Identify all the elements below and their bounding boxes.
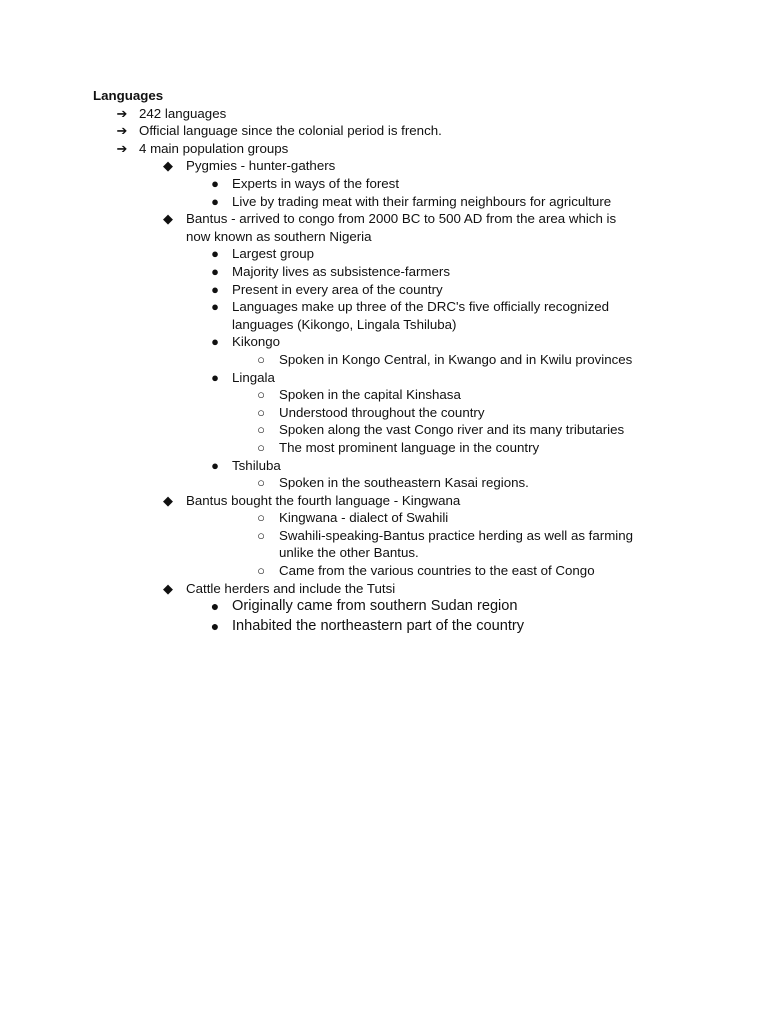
- circle-bullet-icon: ○: [257, 510, 265, 526]
- list-item-text: Official language since the colonial period is french.: [139, 123, 442, 139]
- diamond-bullet-icon: ◆: [163, 492, 173, 508]
- circle-bullet-icon: ○: [257, 351, 265, 367]
- list-item-text: Swahili-speaking-Bantus practice herding as well as farming: [279, 527, 634, 543]
- circle-bullet-icon: ○: [257, 527, 265, 543]
- list-item-text: Present in every area of the country: [232, 281, 443, 297]
- disc-bullet-icon: ●: [211, 281, 219, 297]
- list-item: [0, 122, 768, 140]
- disc-bullet-icon: ●: [211, 299, 219, 315]
- list-item-text: languages (Kikongo, Lingala Tshiluba): [232, 316, 457, 332]
- list-item: [0, 617, 768, 637]
- list-item-text: Understood throughout the country: [279, 404, 485, 420]
- list-item-text: Spoken in Kongo Central, in Kwango and in Kwilu provinces: [279, 351, 633, 367]
- list-item-text: Cattle herders and include the Tutsi: [186, 580, 396, 596]
- list-item: [0, 492, 768, 510]
- disc-bullet-icon: ●: [211, 175, 219, 191]
- list-item: [0, 580, 768, 598]
- disc-bullet-icon: ●: [211, 334, 219, 350]
- list-item-text: The most prominent language in the country: [279, 439, 540, 455]
- list-item: [0, 439, 768, 457]
- circle-bullet-icon: ○: [257, 422, 265, 438]
- list-item: [0, 263, 768, 281]
- list-item: [0, 281, 768, 299]
- arrow-right-icon: ➔: [116, 140, 128, 156]
- list-item: [0, 105, 768, 123]
- arrow-right-icon: ➔: [116, 123, 128, 139]
- circle-bullet-icon: ○: [257, 387, 265, 403]
- list-item-text: Majority lives as subsistence-farmers: [232, 263, 450, 279]
- circle-bullet-icon: ○: [257, 404, 265, 420]
- diamond-bullet-icon: ◆: [163, 211, 173, 227]
- circle-bullet-icon: ○: [257, 563, 265, 579]
- list-item-text: Inhabited the northeastern part of the country: [232, 617, 525, 634]
- list-item: [0, 509, 768, 527]
- list-item-text: Spoken along the vast Congo river and its many tributaries: [279, 422, 625, 438]
- list-item-text: Live by trading meat with their farming neighbours for agriculture: [232, 193, 612, 209]
- list-item-text: 242 languages: [139, 105, 227, 121]
- list-item-text: Bantus bought the fourth language - Kingwana: [186, 492, 461, 508]
- list-item: [0, 597, 768, 617]
- list-item-text: Pygmies - hunter-gathers: [186, 158, 336, 174]
- list-item: [0, 333, 768, 351]
- list-item: [0, 404, 768, 422]
- list-item-text: Largest group: [232, 246, 315, 262]
- list-item-text: Languages make up three of the DRC's five officially recognized: [232, 299, 610, 315]
- list-item-text: Spoken in the capital Kinshasa: [279, 387, 461, 403]
- circle-bullet-icon: ○: [257, 439, 265, 455]
- diamond-bullet-icon: ◆: [163, 158, 173, 174]
- list-item: [0, 457, 768, 475]
- list-item-text: Bantus - arrived to congo from 2000 BC to 500 AD from the area which is: [186, 211, 617, 227]
- list-item-text: Lingala: [232, 369, 275, 385]
- list-item-text: Spoken in the southeastern Kasai regions.: [279, 475, 529, 491]
- list-item-text: Came from the various countries to the east of Congo: [279, 563, 595, 579]
- diamond-bullet-icon: ◆: [163, 580, 173, 596]
- list-item: [0, 298, 768, 333]
- list-item: [0, 527, 768, 562]
- list-item-text: Kikongo: [232, 334, 281, 350]
- arrow-right-icon: ➔: [116, 105, 128, 121]
- list-item: [0, 421, 768, 439]
- list-item: [0, 175, 768, 193]
- disc-bullet-icon: ●: [210, 598, 220, 615]
- disc-bullet-icon: ●: [211, 193, 219, 209]
- list-item: [0, 562, 768, 580]
- list-item: [0, 193, 768, 211]
- list-item-text: Experts in ways of the forest: [232, 175, 400, 191]
- disc-bullet-icon: ●: [211, 457, 219, 473]
- disc-bullet-icon: ●: [211, 369, 219, 385]
- section-heading: Languages: [93, 88, 164, 103]
- list-item: [0, 245, 768, 263]
- disc-bullet-icon: ●: [210, 617, 220, 634]
- list-item-text: 4 main population groups: [139, 140, 289, 156]
- list-item-text: now known as southern Nigeria: [186, 228, 372, 244]
- list-item: [0, 140, 768, 158]
- list-item: [0, 210, 768, 245]
- list-item-text: unlike the other Bantus.: [279, 545, 419, 561]
- list-item-text: Tshiluba: [232, 457, 281, 473]
- list-item-text: Kingwana - dialect of Swahili: [279, 510, 449, 526]
- disc-bullet-icon: ●: [211, 263, 219, 279]
- list-item: [0, 157, 768, 175]
- list-item: [0, 474, 768, 492]
- circle-bullet-icon: ○: [257, 475, 265, 491]
- list-item: [0, 351, 768, 369]
- list-item-text: Originally came from southern Sudan region: [232, 598, 518, 615]
- disc-bullet-icon: ●: [211, 246, 219, 262]
- list-item: [0, 386, 768, 404]
- list-item: [0, 369, 768, 387]
